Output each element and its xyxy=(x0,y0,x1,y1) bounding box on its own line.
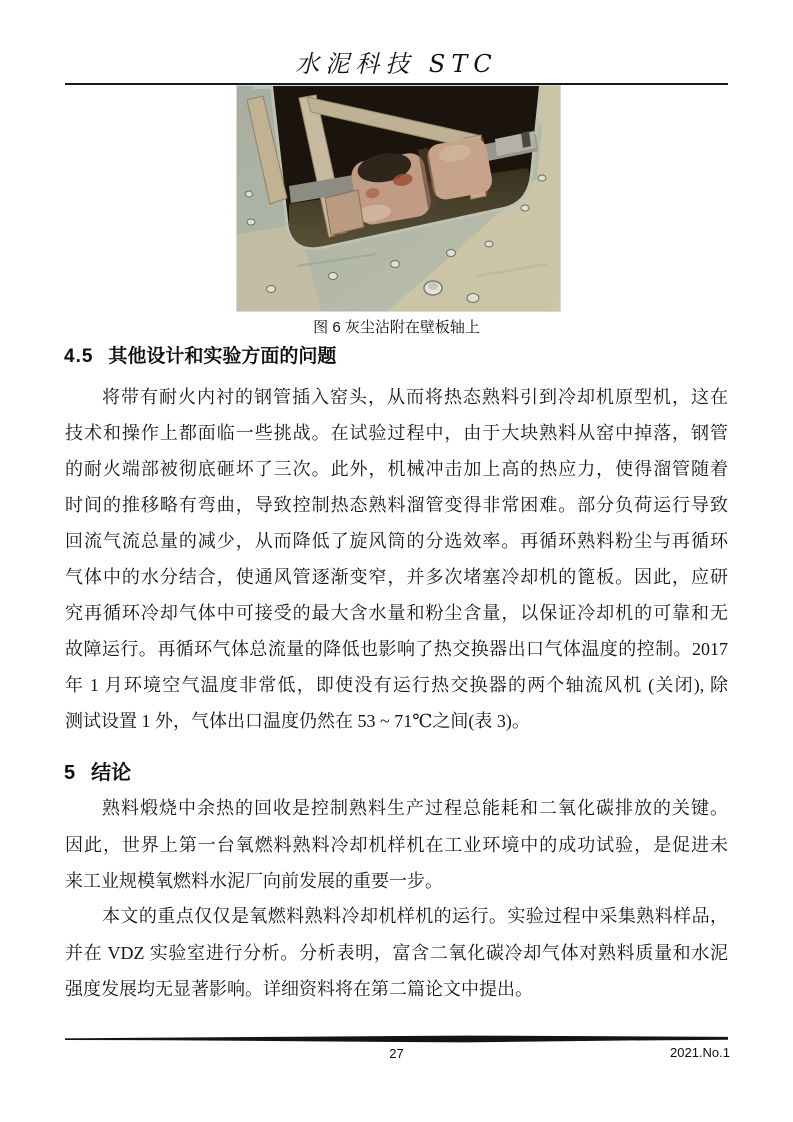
text-line: 来工业规模氧燃料水泥厂向前发展的重要一步。 xyxy=(65,871,443,891)
text-line: 年 1 月环境空气温度非常低，即使没有运行热交换器的两个轴流风机 (关闭), 除 xyxy=(65,675,728,695)
text-line: 技术和操作上都面临一些挑战。在试验过程中，由于大块熟料从窑中掉落，钢管 xyxy=(65,423,728,443)
header-rule xyxy=(65,83,728,85)
section-heading-4-5 xyxy=(64,341,728,368)
text-line: 回流气流总量的减少，从而降低了旋风筒的分选效率。再循环熟料粉尘与再循环 xyxy=(65,531,728,551)
text-line: 将带有耐火内衬的钢管插入窑头，从而将热态熟料引到冷却机原型机，这在 xyxy=(102,387,728,407)
machinery-photo-illustration xyxy=(237,86,560,311)
text-line: 因此，世界上第一台氧燃料熟料冷却机样机在工业环境中的成功试验，是促进未 xyxy=(65,834,728,855)
footer-rule xyxy=(65,1035,728,1044)
issue-label: 2021.No.1 xyxy=(670,1045,730,1060)
section-4-5-paragraph xyxy=(65,379,728,739)
section-number: 5 xyxy=(64,762,77,784)
text-line: 并在 VDZ 实验室进行分析。分析表明，富含二氧化碳冷却气体对熟料质量和水泥 xyxy=(65,942,728,963)
page-number: 27 xyxy=(389,1046,404,1061)
journal-title: 水泥科技 STC xyxy=(295,50,498,78)
text-line: 的耐火端部被彻底砸坏了三次。此外，机械冲击加上高的热应力，使得溜管随着 xyxy=(65,459,728,479)
figure-photo xyxy=(237,86,560,311)
section-title: 其他设计和实验方面的问题 xyxy=(108,346,337,367)
section-title: 结论 xyxy=(91,762,132,784)
section-heading-5 xyxy=(64,756,728,785)
text-line: 本文的重点仅仅是氧燃料熟料冷却机样机的运行。实验过程中采集熟料样品， xyxy=(102,906,728,926)
conclusion-paragraph-2 xyxy=(65,898,728,1008)
text-line: 时间的推移略有弯曲，导致控制热态熟料溜管变得非常困难。部分负荷运行导致 xyxy=(65,495,728,515)
text-line: 气体中的水分结合，使通风管逐渐变窄，并多次堵塞冷却机的篦板。因此，应研 xyxy=(65,567,728,587)
figure-caption: 图 6 灰尘沾附在壁板轴上 xyxy=(313,319,480,336)
text-line: 强度发展均无显著影响。详细资料将在第二篇论文中提出。 xyxy=(65,979,533,999)
text-line: 熟料煅烧中余热的回收是控制熟料生产过程总能耗和二氧化碳排放的关键。 xyxy=(102,798,728,818)
text-line: 故障运行。再循环气体总流量的降低也影响了热交换器出口气体温度的控制。2017 xyxy=(65,639,728,659)
text-line: 测试设置 1 外，气体出口温度仍然在 53 ~ 71℃之间(表 3)。 xyxy=(65,711,530,731)
text-line: 究再循环冷却气体中可接受的最大含水量和粉尘含量，以保证冷却机的可靠和无 xyxy=(65,603,728,623)
section-number: 4.5 xyxy=(64,346,94,367)
conclusion-paragraph-1 xyxy=(65,790,728,900)
